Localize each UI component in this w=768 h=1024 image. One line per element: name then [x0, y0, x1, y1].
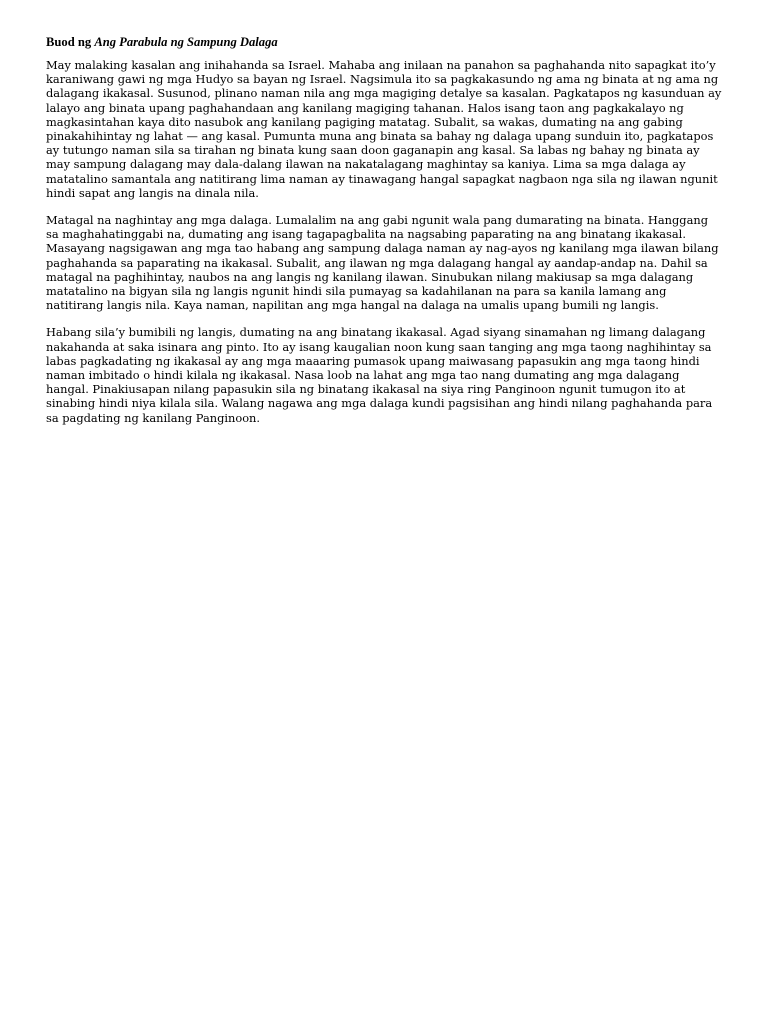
paragraph-1: May malaking kasalan ang inihahanda sa Israel. Mahaba ang inilaan na panahon sa paghahanda nito sapagkat ito’y karaniwang gawi ng mga Hudyo sa bayan ng Israel. Nagsimula ito sa pagkakasundo ng ama ng binata at ng ama ng dalagang ikakasal. Susunod, plinano naman nila ang mga magiging detalye sa kasalan. Pagkatapos ng kasunduan ay lalayo ang binata upang paghahandaan ang kanilang magiging tahanan. Halos isang taon ang pagkakalayo ng magkasintahan kaya dito nasubok ang kanilang pagiging matatag. Subalit, sa wakas, dumating na ang gabing pinakahihintay ng lahat — ang kasal. Pumunta muna ang binata sa bahay ng dalaga upang sunduin ito, pagkatapos ay tutungo naman sila sa tirahan ng binata kung saan doon gaganapin ang kasal. Sa labas ng bahay ng binata ay may sampung dalagang may dala-dalang ilawan na nakatalagang maghintay sa kaniya. Lima sa mga dalaga ay matatalino samantala ang natitirang lima naman ay tinawagang hangal sapagkat nagbaon nga sila ng ilawan ngunit hindi sapat ang langis na dinala nila. — [46, 58, 722, 200]
title-prefix: Buod ng — [46, 35, 95, 49]
paragraph-2: Matagal na naghintay ang mga dalaga. Lumalalim na ang gabi ngunit wala pang dumarating na binata. Hanggang sa maghahatinggabi na, dumating ang isang tagapagbalita na nagsabing paparating na ang binatang ikakasal. Masayang nagsigawan ang mga tao habang ang sampung dalaga naman ay nag-ayos ng kanilang mga ilawan bilang paghahanda sa paparating na ikakasal. Subalit, ang ilawan ng mga dalagang hangal ay aandap-andap na. Dahil sa matagal na paghihintay, naubos na ang langis ng kanilang ilawan. Sinubukan nilang makiusap sa mga dalagang matatalino na bigyan sila ng langis ngunit hindi sila pumayag sa kadahilanan na para sa kanila lamang ang natitirang langis nila. Kaya naman, napilitan ang mga hangal na dalaga na umalis upang bumili ng langis. — [46, 213, 719, 313]
paragraph-3: Habang sila’y bumibili ng langis, dumating na ang binatang ikakasal. Agad siyang sinamahan ng limang dalagang nakahanda at saka isinara ang pinto. Ito ay isang kaugalian noon kung saan tanging ang mga taong naghihintay sa labas pagkadating ng ikakasal ay ang mga maaaring pumasok upang maiwasang papasukin ang mga taong hindi naman imbitado o hindi kilala ng ikakasal. Nasa loob na lahat ang mga tao nang dumating ang mga dalagang hangal. Pinakiusapan nilang papasukin sila ng binatang ikakasal na siya ring Panginoon ngunit tumugon ito at sinabing hindi niya kilala sila. Walang nagawa ang mga dalaga kundi pagsisihan ang hindi nilang paghahanda para sa pagdating ng kanilang Panginoon. — [46, 325, 713, 425]
document-title — [46, 35, 722, 50]
document-body — [46, 35, 722, 425]
title-italic-text: Ang Parabula ng Sampung Dalaga — [94, 35, 278, 49]
